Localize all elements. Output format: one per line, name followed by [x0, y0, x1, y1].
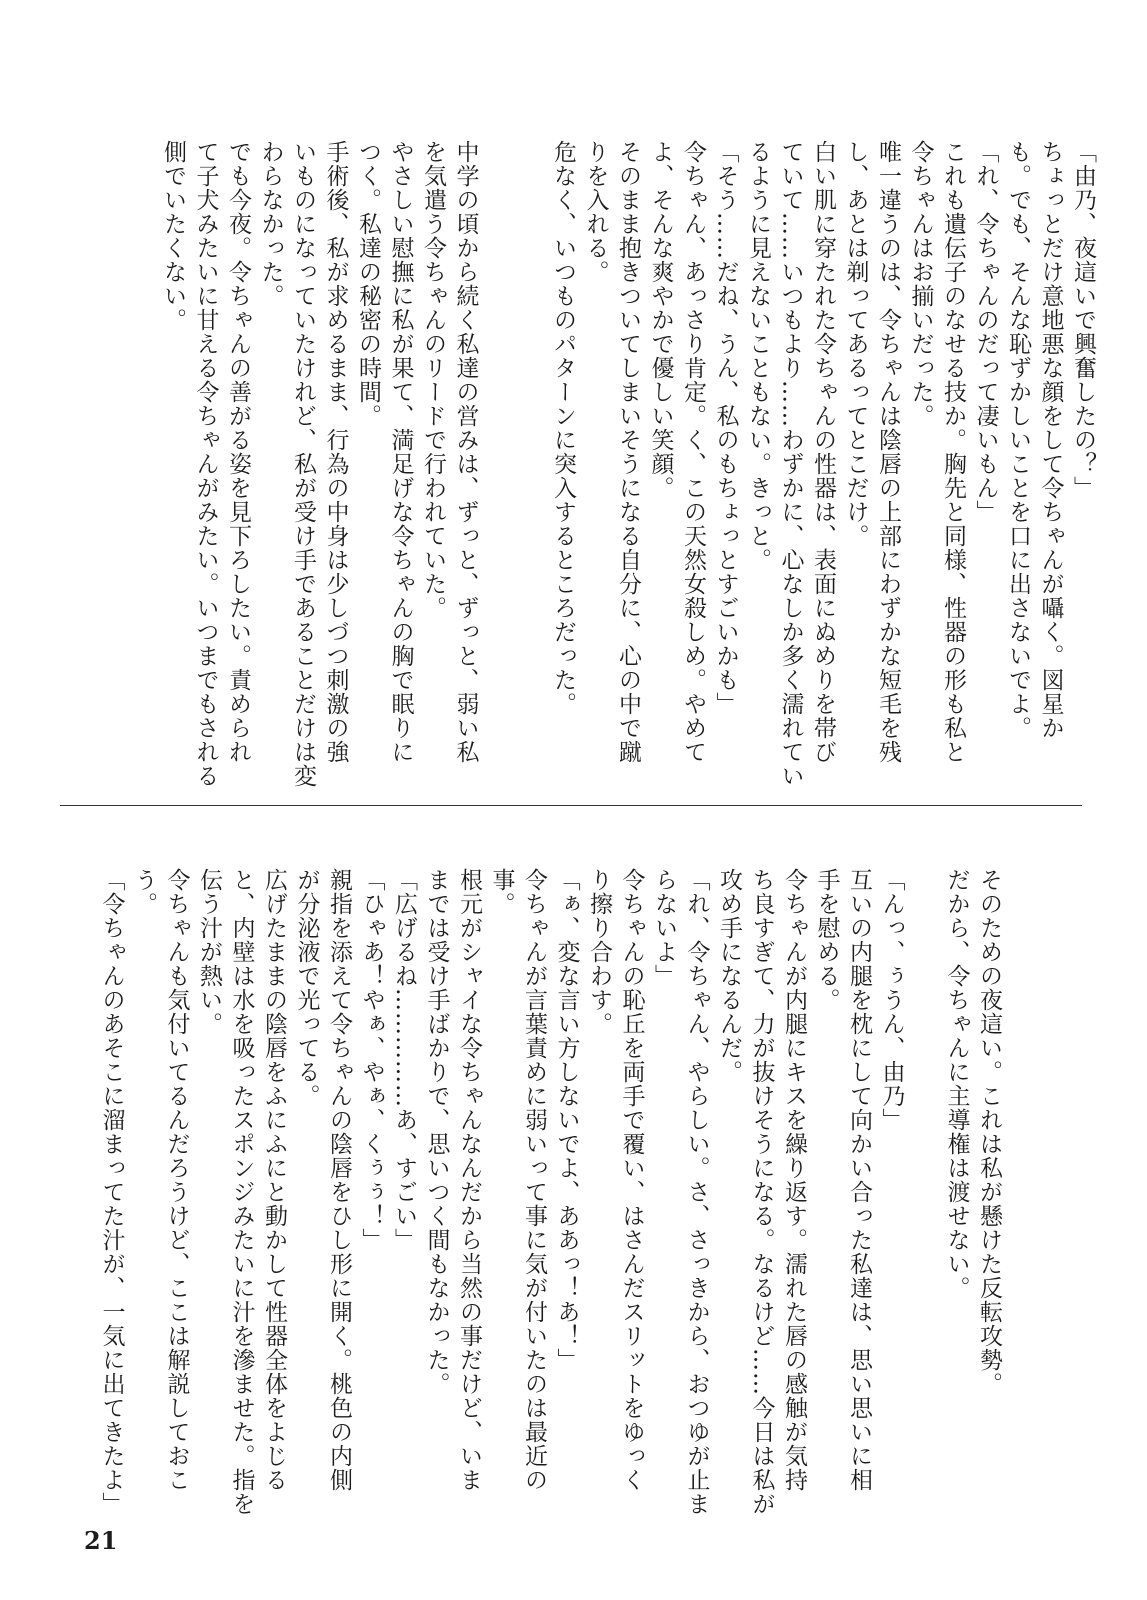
text-line: 「んっ、ぅうん、由乃」: [878, 868, 905, 1132]
text-line: が分泌液で光ってる。: [293, 868, 320, 1108]
text-line: 「れ、令ちゃん、やらしい。さ、さっきから、おつゆが止ま: [683, 868, 710, 1516]
text-line: 唯一違うのは、令ちゃんは陰唇の上部にわずかな短毛を残: [875, 140, 901, 764]
section-divider: [60, 805, 1082, 806]
top-text-section: [157, 140, 1100, 788]
text-line: らないよ」: [651, 868, 677, 988]
text-line: つく。私達の秘密の時間。: [355, 140, 381, 428]
text-line: 根元がシャイな令ちゃんなんだから当然の事だけど、いま: [456, 868, 482, 1492]
text-line: も。でも、そんな恥ずかしいことを口に出さないでよ。: [1005, 140, 1031, 740]
text-line: 「広げるね……………あ、すごい」: [391, 868, 417, 1252]
text-line: そのまま抱きついてしまいそうになる自分に、心の中で蹴: [615, 140, 641, 764]
text-line: と、内壁は水を吸ったスポンジみたいに汁を滲ませた。指を: [228, 868, 255, 1516]
text-line: り擦り合わす。: [586, 868, 612, 1036]
text-line: 伝う汁が熱い。: [196, 868, 222, 1036]
text-line: るように見えないこともない。きっと。: [745, 140, 771, 572]
text-line: [482, 140, 515, 780]
text-line: 互いの内腿を枕にして向かい合った私達は、思い思いに相: [846, 868, 872, 1492]
text-line: 広げたままの陰唇をふにふにと動かして性器全体をよじる: [261, 868, 287, 1492]
text-line: やさしい慰撫に私が果て、満足げな令ちゃんの胸で眠りに: [387, 140, 414, 764]
text-line: ち良すぎて、力が抜けそうになる。なるけど……今日は私が: [748, 868, 775, 1516]
text-line: [908, 868, 941, 1448]
text-line: 事。: [488, 868, 515, 916]
text-line: 令ちゃんも気付いてるんだろうけど、ここは解説しておこ: [163, 868, 190, 1492]
text-line: 「れ、令ちゃんのだって凄いもん」: [972, 140, 999, 524]
text-line: し、あとは剃ってあるってとこだけ。: [842, 140, 869, 548]
text-line: て子犬みたいに甘える令ちゃんがみたい。いつまでもされる: [192, 140, 219, 788]
text-line: 令ちゃんはお揃いだった。: [907, 140, 934, 428]
text-line: 攻め手になるんだ。: [716, 868, 742, 1084]
text-line: 親指を添えて令ちゃんの陰唇をひし形に開く。桃色の内側: [326, 868, 352, 1492]
text-line: 「そう……だね、うん、私のもちょっとすごいかも」: [712, 140, 739, 716]
text-line: 令ちゃんの恥丘を両手で覆い、はさんだスリットをゆっく: [618, 868, 645, 1492]
text-line: よ、そんな爽やかで優しい笑顔。: [647, 140, 674, 500]
text-line: 令ちゃんが内腿にキスを繰り返す。濡れた唇の感触が気持: [781, 868, 807, 1492]
text-line: 危なく、いつものパターンに突入するところだった。: [550, 140, 576, 716]
text-line: 中学の頃から続く私達の営みは、ずっと、ずっと、弱い私: [452, 140, 479, 764]
bottom-text-section: [95, 868, 1005, 1516]
text-line: 「ひゃあ！やぁ、やぁ、くぅぅ！」: [358, 868, 385, 1252]
page-number: 21: [84, 1526, 118, 1555]
text-line: いものになっていたけれど、私が受け手であることだけは変: [290, 140, 316, 788]
text-line: だから、令ちゃんに主導権は渡せない。: [943, 868, 970, 1300]
text-line: りを入れる。: [582, 140, 609, 284]
text-line: ていて……いつもより……わずかに、心なしか多く濡れてい: [777, 140, 804, 788]
text-line: ちょっとだけ意地悪な顔をして令ちゃんが囁く。図星か: [1037, 140, 1064, 740]
text-line: これも遺伝子のなせる技か。胸先と同様、性器の形も私と: [940, 140, 966, 764]
text-line: [514, 140, 547, 780]
text-line: 「令ちゃんのあそこに溜まってた汁が、一気に出てきたよ」: [98, 868, 125, 1516]
text-line: 白い肌に穿たれた令ちゃんの性器は、表面にぬめりを帯び: [810, 140, 836, 764]
text-line: 手術後、私が求めるまま、行為の中身は少しづつ刺激の強: [322, 140, 349, 764]
text-line: 令ちゃん、あっさり肯定。く、この天然女殺しめ。やめて: [680, 140, 706, 764]
text-line: そのための夜這い。これは私が懸けた反転攻勢。: [976, 868, 1002, 1396]
text-line: 手を慰める。: [813, 868, 840, 1012]
text-line: までは受け手ばかりで、思いつく間もなかった。: [423, 868, 450, 1396]
text-line: 側でいたくない。: [160, 140, 186, 332]
text-line: う。: [131, 868, 157, 916]
text-line: わらなかった。: [257, 140, 284, 308]
text-line: でも今夜。令ちゃんの善がる姿を見下ろしたい。責められ: [225, 140, 251, 764]
text-line: を気遣う令ちゃんのリードで行われていた。: [420, 140, 446, 620]
text-line: 「ぁ、変な言い方しないでよ、ああっ！あ！」: [553, 868, 580, 1372]
text-line: 令ちゃんが言葉責めに弱いって事に気が付いたのは最近の: [521, 868, 547, 1492]
text-line: 「由乃、夜這いで興奮したの？」: [1070, 140, 1096, 500]
